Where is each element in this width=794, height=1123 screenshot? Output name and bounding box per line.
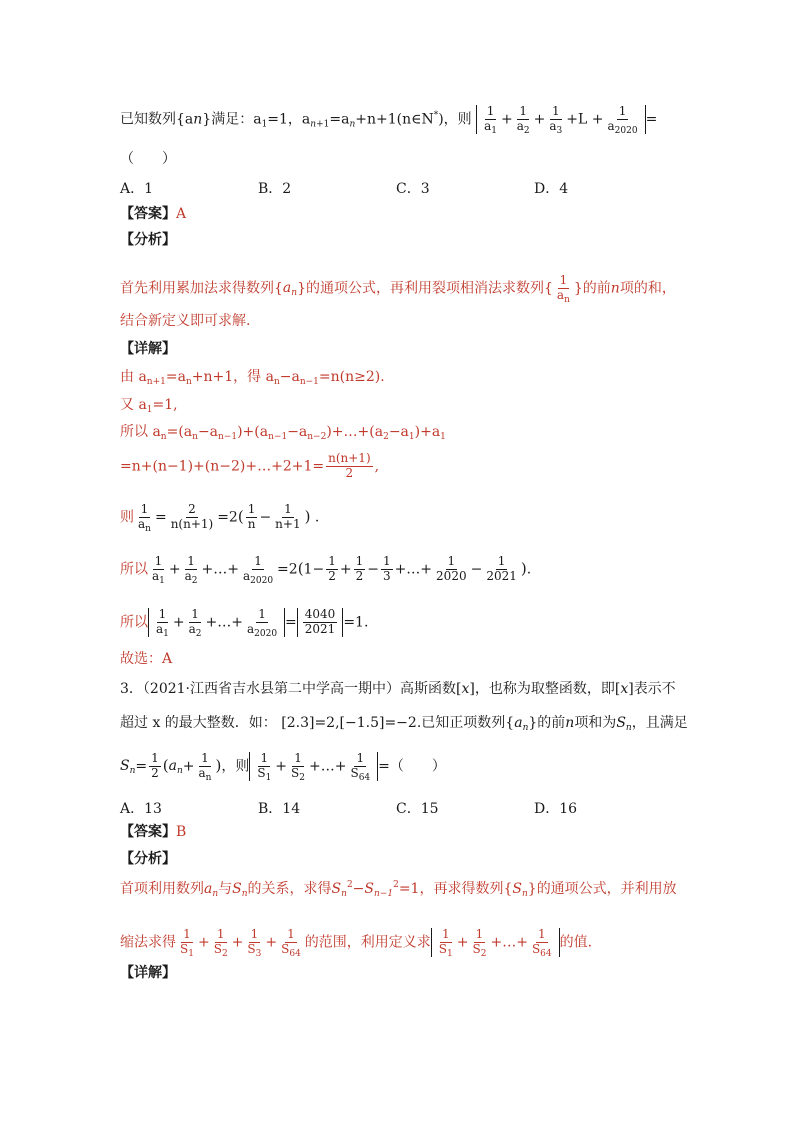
p3-analysis-label: 【分析】 <box>120 851 176 867</box>
option-b[interactable]: B．2 <box>258 181 292 197</box>
detail-line-1: 由 $a_{n+1}=a_n+n+1$，得 $a_n-a_{n-1}=n(n\ge 2)$. <box>120 369 385 387</box>
option-c[interactable]: C．3 <box>396 181 430 197</box>
detail-label: 【详解】 <box>120 341 176 357</box>
detail-line-5: 则 $\frac{1}{a_n}$ = $\frac{2}{n(n+1)}$ =2( $\frac{1}{n}$ − $\frac{1}{n+1}$ ) . <box>120 502 320 534</box>
p3-stem-line-2: 超过 x 的最大整数．如： [2.3]=2,[−1.5]=−2.已知正项数列$\{a_n\}$的前n项和为$S_n$，且满足 <box>120 715 688 733</box>
p3-analysis-line-1: 首项利用数列$a_n$与$S_n$的关系，求得$S_n^2-S_{n-1}^2=1$，再求得数列$\{S_n\}$的通项公式，并利用放 <box>120 880 677 899</box>
blank-paren: （ ） <box>120 151 176 167</box>
floor-bracket: $\frac{1}{a_1}$ + $\frac{1}{a_2}$ + $\frac{1}{a_3}$ +L + $\frac{1}{a_{2020}}$ <box>476 105 645 134</box>
p3-option-a[interactable]: A．13 <box>120 801 162 817</box>
p3-answer-value: B <box>176 824 187 840</box>
p3-stem-line-1: 3．（2021·江西省吉水县第二中学高一期中）高斯函数[x]，也称为取整函数，即[x]表示不 <box>120 681 676 697</box>
analysis-line-2: 结合新定义即可求解. <box>120 313 251 329</box>
detail-line-2: 又 $a_1=1$, <box>120 397 178 415</box>
detail-line-7: 所以 $\frac{1}{a_1}$ + $\frac{1}{a_2}$ +…+ $\frac{1}{a_{2020}}$ = $\frac{4040}{2021}$ =1. <box>120 607 369 639</box>
stem-text: 已知数列{a <box>120 111 194 128</box>
conclusion: 故选：A <box>120 651 173 667</box>
option-d[interactable]: D．4 <box>534 181 569 197</box>
p3-detail-label: 【详解】 <box>120 965 176 981</box>
answer-line <box>120 207 186 221</box>
analysis-label: 【分析】 <box>120 232 176 248</box>
answer-label: 【答案】 <box>120 206 176 222</box>
p3-answer-line: 【答案】B <box>120 824 187 840</box>
detail-line-3: 所以 $a_n=(a_n-a_{n-1})+(a_{n-1}-a_{n-2})+\dots+(a_2-a_1)+a_1$ <box>120 424 446 442</box>
analysis-line-1: 首先利用累加法求得数列$\{a_n\}$的通项公式，再利用裂项相消法求数列{ $\frac{1}{a_n}$ }的前n项的和， <box>120 273 676 305</box>
p3-option-c[interactable]: C．15 <box>396 801 439 817</box>
p3-option-d[interactable]: D．16 <box>534 801 578 817</box>
p3-option-b[interactable]: B．14 <box>258 801 301 817</box>
p2-stem-line: 已知数列{an}满足：$a_1=1$，$a_{n+1}=a_n+n+1(n\in N^*)$，则 $\frac{1}{a_1}$ + $\frac{1}{a_2}$ + $\frac{1}{a_3}$ +L + $\frac{1}{a_{2020}}$ = <box>120 104 658 136</box>
detail-line-4: =n+(n−1)+(n−2)+…+2+1= $\frac{n(n+1)}{2}$ , <box>120 451 380 480</box>
answer-value: A <box>176 206 187 222</box>
p3-analysis-line-2: 缩法求得 $\frac{1}{S_1}$ + $\frac{1}{S_2}$ + $\frac{1}{S_3}$ + $\frac{1}{S_{64}}$ 的范围，利用定义求 $\frac{1}{S_1}$ + $\frac{1}{S_2}$ +…+ $\frac{1}{S_{64}}$ 的值. <box>120 927 593 959</box>
option-a[interactable]: A．1 <box>120 181 154 197</box>
p3-stem-line-3: $S_n=$ $\frac{1}{2}$ ($a_n+$ $\frac{1}{a_n}$ )，则 $\frac{1}{S_1}$ + $\frac{1}{S_2}$ +…+ $\frac{1}{S_{64}}$ =（ ） <box>120 751 446 783</box>
detail-line-6: 所以 $\frac{1}{a_1}$ + $\frac{1}{a_2}$ +…+ $\frac{1}{a_{2020}}$ =2(1− $\frac{1}{2}$ + $\frac{1}{2}$ − $\frac{1}{3}$ +…+ $\frac{1}{2020}$ − $\frac{1}{2021}$ ). <box>120 554 532 586</box>
